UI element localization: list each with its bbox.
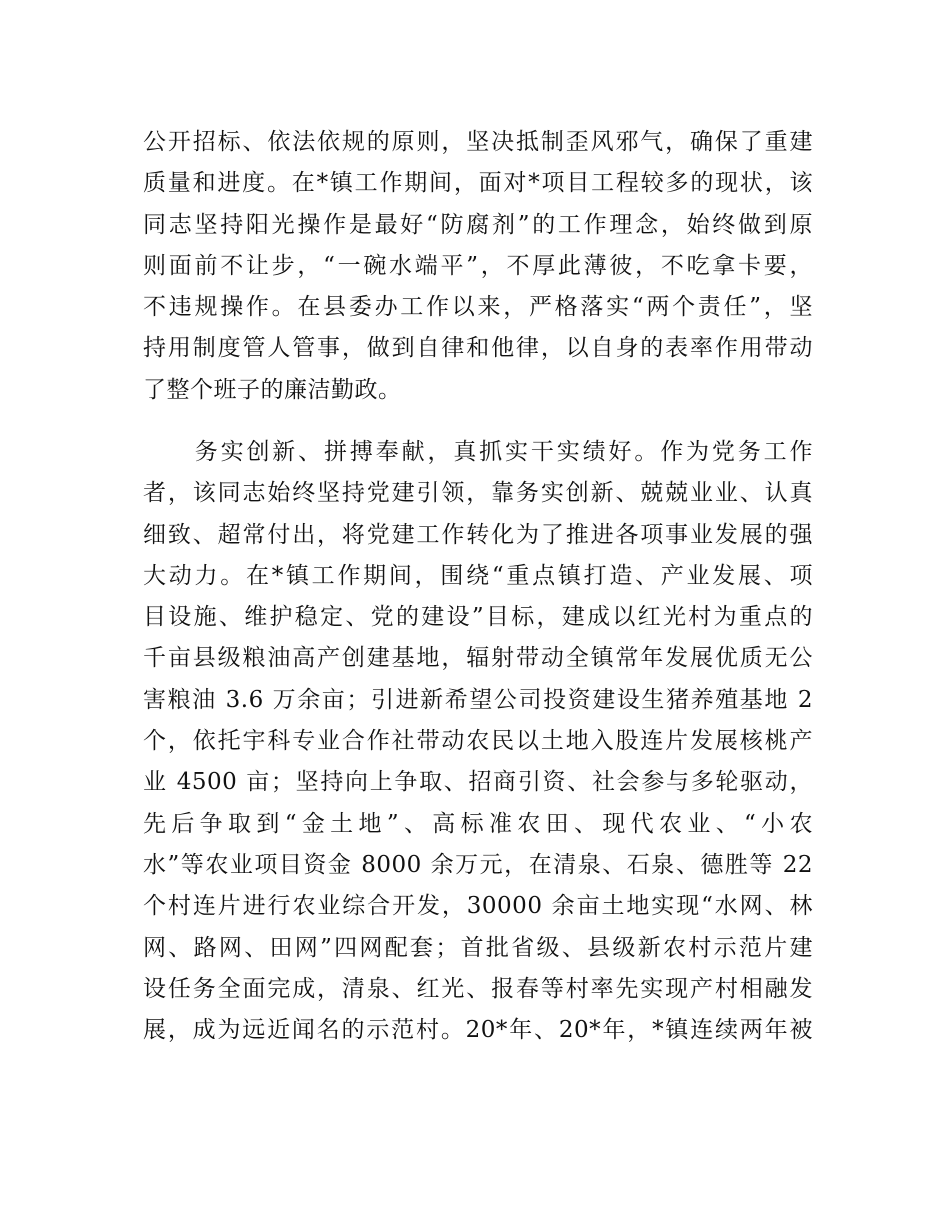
paragraph-line: 水”等农业项目资金 8000 余万元，在清泉、石泉、德胜等 22	[143, 851, 813, 878]
paragraph-line: 质量和进度。在*镇工作期间，面对*项目工程较多的现状，该	[143, 170, 813, 197]
paragraph-line: 则面前不让步，“一碗水端平”，不厚此薄彼，不吃拿卡要，	[143, 252, 813, 279]
paragraph-line: 目设施、维护稳定、党的建设”目标，建成以红光村为重点的	[143, 604, 813, 631]
paragraph-line: 者，该同志始终坚持党建引领，靠务实创新、兢兢业业、认真	[143, 480, 813, 507]
paragraph-line: 网、路网、田网”四网配套；首批省级、县级新农村示范片建	[143, 934, 813, 961]
paragraph-line: 持用制度管人管事，做到自律和他律，以自身的表率作用带动	[143, 335, 813, 362]
paragraph-line: 千亩县级粮油高产创建基地，辐射带动全镇常年发展优质无公	[143, 645, 813, 672]
paragraph-line: 个，依托宇科专业合作社带动农民以土地入股连片发展核桃产	[143, 728, 813, 755]
paragraph-line: 展，成为远近闻名的示范村。20*年、20*年，*镇连续两年被	[143, 1017, 813, 1044]
paragraph-line: 了整个班子的廉洁勤政。	[143, 376, 402, 403]
paragraph-line: 业 4500 亩；坚持向上争取、招商引资、社会参与多轮驱动，	[143, 769, 813, 796]
paragraph-line: 个村连片进行农业综合开发，30000 余亩土地实现“水网、林	[143, 893, 813, 920]
paragraph-line: 不违规操作。在县委办工作以来，严格落实“两个责任”，坚	[143, 294, 813, 321]
paragraph-1	[143, 122, 813, 411]
paragraph-line: 大动力。在*镇工作期间，围绕“重点镇打造、产业发展、项	[143, 562, 813, 589]
paragraph-2	[143, 432, 813, 1051]
paragraph-line: 同志坚持阳光操作是最好“防腐剂”的工作理念，始终做到原	[143, 211, 813, 238]
paragraph-line: 务实创新、拼搏奉献，真抓实干实绩好。作为党务工作	[143, 439, 813, 465]
paragraph-line: 设任务全面完成，清泉、红光、报春等村率先实现产村相融发	[143, 975, 813, 1002]
paragraph-line: 公开招标、依法依规的原则，坚决抵制歪风邪气，确保了重建	[143, 129, 813, 155]
paragraph-line: 害粮油 3.6 万余亩；引进新希望公司投资建设生猪养殖基地 2	[143, 686, 813, 713]
paragraph-line: 细致、超常付出，将党建工作转化为了推进各项事业发展的强	[143, 521, 813, 548]
paragraph-line: 先后争取到“金土地”、高标准农田、现代农业、“小农	[143, 810, 813, 837]
